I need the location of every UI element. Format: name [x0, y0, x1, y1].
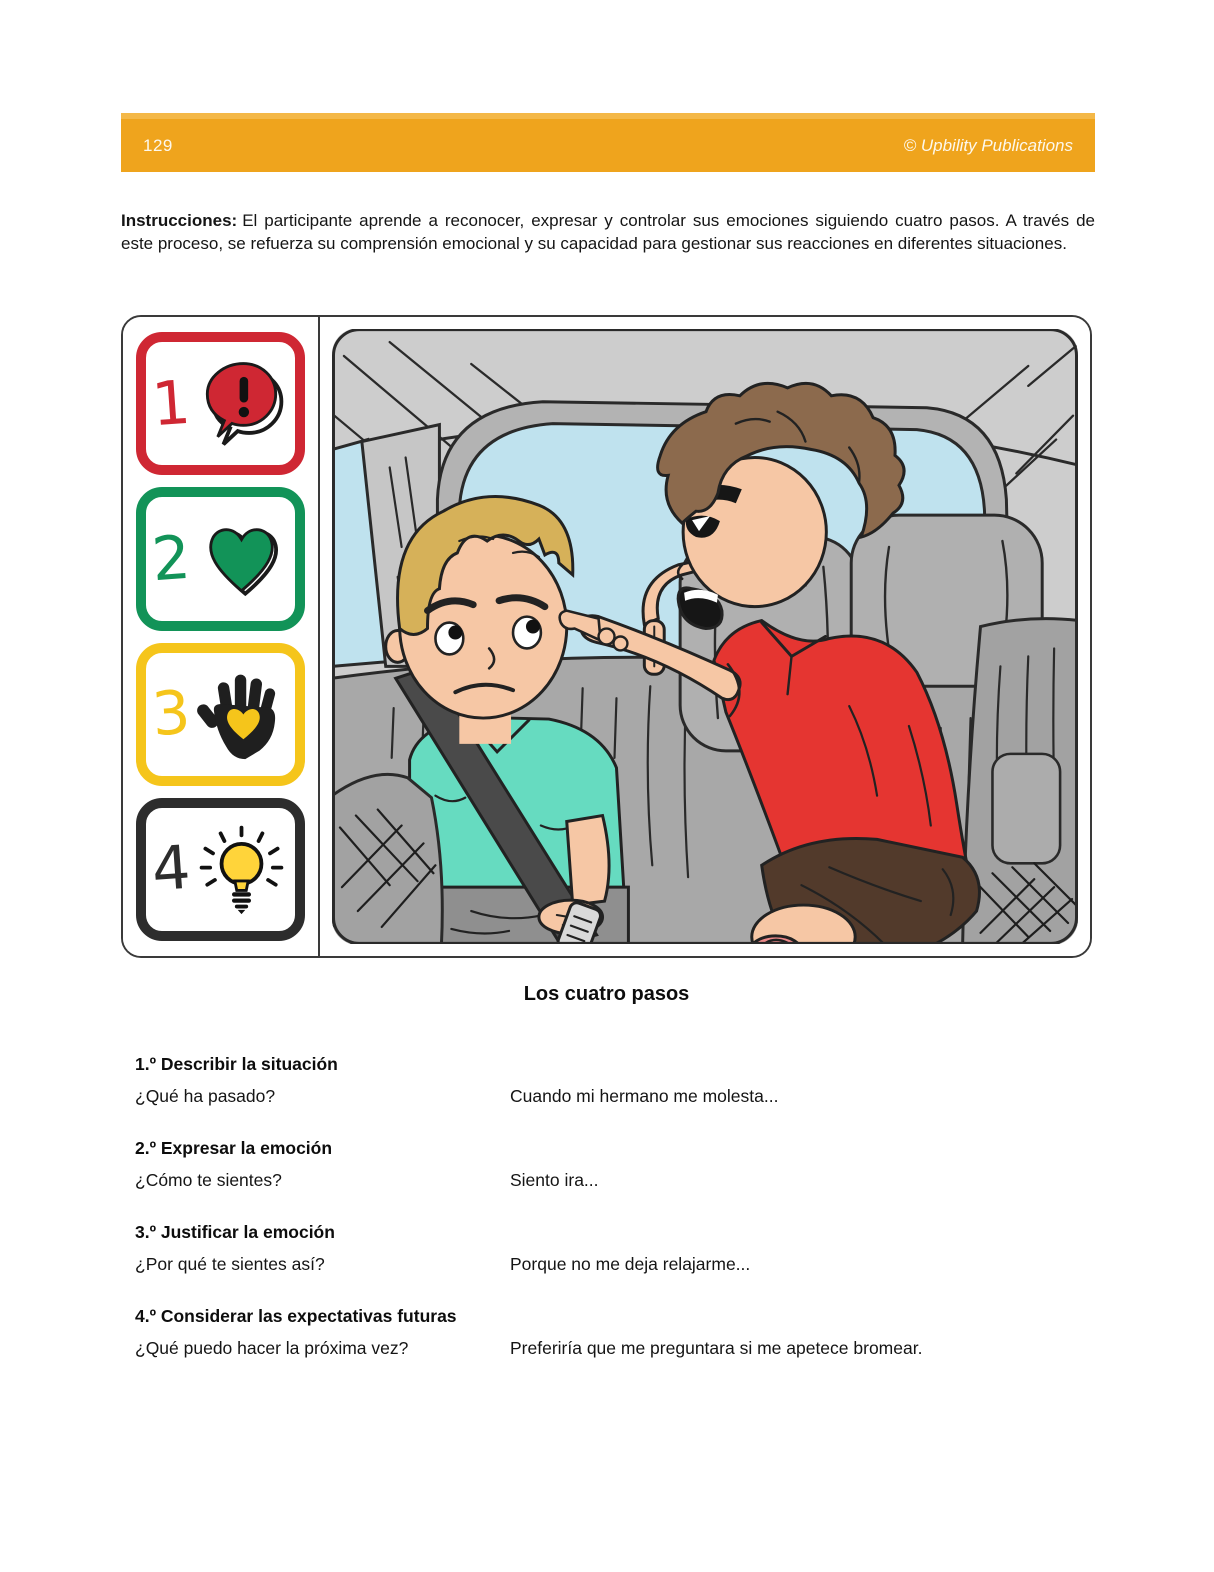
step-4-number: 4: [149, 833, 193, 906]
steps-icon-column: [123, 317, 320, 956]
header-bar: [121, 113, 1095, 172]
step-3-row: [135, 1254, 1095, 1275]
step-4-question: ¿Qué puedo hacer la próxima vez?: [135, 1338, 409, 1358]
car-scene-svg: [332, 329, 1078, 944]
car-scene-illustration: [320, 317, 1090, 956]
four-steps-title: Los cuatro pasos: [523, 983, 690, 1005]
step-2-answer: Siento ira...: [510, 1170, 599, 1190]
instructions-body: El participante aprende a reconocer, expresar y controlar sus emociones siguiendo cuatro pasos. A través de este proceso, se refuerza su comprensión emocional y su capacidad para gestionar sus reacciones en diferentes situaciones.: [121, 211, 1095, 254]
step-2-heading: 2.º Expresar la emoción: [135, 1138, 333, 1158]
step-4-answer: Preferiría que me preguntara si me apetece bromear.: [510, 1338, 923, 1358]
step-block-1: [135, 1054, 1095, 1107]
step-1-number: 1: [149, 367, 193, 440]
lightbulb-icon: [194, 822, 289, 917]
step-3-number: 3: [149, 677, 193, 751]
exclamation-speech-bubble-icon: [194, 356, 289, 451]
step-4-heading: 4.º Considerar las expectativas futuras: [135, 1306, 457, 1326]
step-2-row: [135, 1170, 1095, 1191]
step-1-row: [135, 1086, 1095, 1107]
copyright-text: © Upbility Publications: [903, 135, 1073, 155]
step-2-number: 2: [149, 522, 193, 596]
step-1-heading: 1.º Describir la situación: [135, 1054, 338, 1074]
step-block-3: [135, 1222, 1095, 1275]
step-1-badge: [136, 332, 305, 475]
instructions-label: Instrucciones:: [121, 211, 238, 230]
step-4-badge: [136, 798, 305, 941]
hand-with-heart-icon: [194, 667, 289, 762]
instructions-paragraph: [121, 209, 1095, 256]
step-4-row: [135, 1338, 1095, 1359]
step-3-question: ¿Por qué te sientes así?: [135, 1254, 325, 1274]
step-3-badge: [136, 643, 305, 786]
step-1-question: ¿Qué ha pasado?: [135, 1086, 276, 1106]
step-2-question: ¿Cómo te sientes?: [135, 1170, 282, 1190]
illustration-panel: [121, 315, 1092, 958]
step-1-answer: Cuando mi hermano me molesta...: [510, 1086, 779, 1106]
step-block-4: [135, 1306, 1095, 1359]
page-number: 129: [143, 135, 173, 155]
step-3-heading: 3.º Justificar la emoción: [135, 1222, 335, 1242]
heart-icon: [194, 511, 289, 606]
step-2-badge: [136, 487, 305, 630]
step-block-2: [135, 1138, 1095, 1191]
four-steps-list: [135, 1054, 1095, 1359]
step-3-answer: Porque no me deja relajarme...: [510, 1254, 751, 1274]
